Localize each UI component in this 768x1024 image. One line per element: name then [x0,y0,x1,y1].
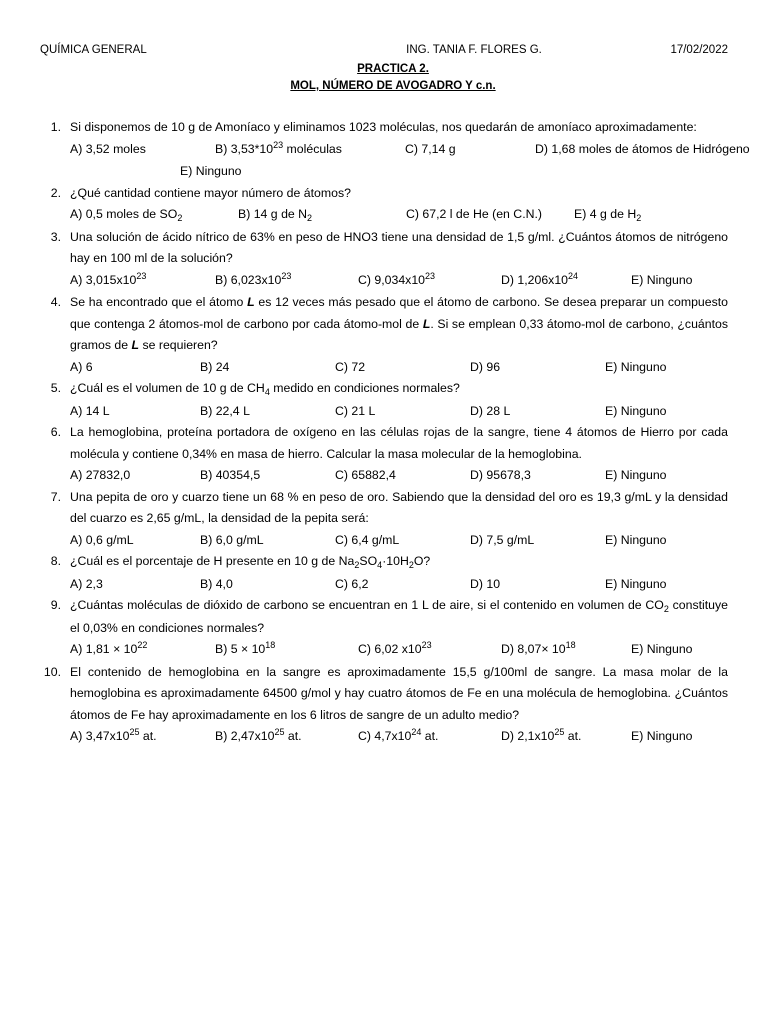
question-text: Una pepita de oro y cuarzo tiene un 68 % en peso de oro. Sabiendo que la densidad del oro es 19,3 g/mL y la densidad del cuarzo es 2,65 g/mL, la densidad de la pepita será: [70,489,728,525]
option-b[interactable]: B) 40354,5 [200,468,261,482]
option-e[interactable]: E) 4 g de $H_2$ [574,207,642,223]
question-options [70,639,728,662]
option-e[interactable]: E) Ninguno [631,729,693,743]
question-number: 8. [50,554,61,568]
option-c[interactable]: C) $4,7x10^{24}$ at. [358,727,439,743]
option-d[interactable]: D) $1,206x10^{24}$ [501,270,579,287]
option-b[interactable]: B) $5 \times 10^{18}$ [215,640,276,656]
question-options [70,574,728,596]
title-line-2: MOL, NÚMERO DE AVOGADRO Y c.n. [290,80,496,92]
option-d[interactable]: D) 95678,3 [470,468,531,482]
question-options [70,726,728,749]
questions-list [40,117,750,749]
question-number: 1. [50,120,61,134]
question-item [40,292,728,378]
document-header [40,44,728,60]
option-c[interactable]: C) 65882,4 [335,468,396,482]
option-a[interactable]: A) $1,81 \times 10^{22}$ [70,640,148,656]
question-options [70,357,728,379]
option-b[interactable]: B) $3,53*10^{23}$ moléculas [215,139,342,156]
option-d[interactable]: D) 96 [470,359,501,374]
question-text: El contenido de hemoglobina en la sangre es aproximadamente 15,5 g/100ml de sangre. La masa molar de la hemoglobina es aproximadamente 64500 g/mol y hay cuatro átomos de Fe en una molécula de hemoglobina. ¿Cuántos átomos de Fe hay aproximadamente en los 6 litros de sangre de un adulto medio? [70,664,728,722]
option-c[interactable]: C) 6,2 [335,576,369,591]
question-options [70,401,728,423]
option-a[interactable]: A) $3,015x10^{23}$ [70,270,147,287]
question-text: ¿Cuál es el volumen de 10 g de $CH_4$ medido en condiciones normales? [70,381,460,397]
option-a[interactable]: A) 3,52 moles [70,141,146,156]
option-d[interactable]: D) 1,68 moles de átomos de Hidrógeno [535,141,750,156]
question-item [40,183,728,227]
option-e[interactable]: E) Ninguno [631,272,693,287]
option-b[interactable]: B) 24 [200,359,230,374]
option-d[interactable]: D) 7,5 g/mL [470,532,535,547]
title-line-1: PRACTICA 2. [357,63,429,75]
question-text: ¿Cuántas moléculas de dióxido de carbono se encuentran en 1 L de aire, si el contenido en volumen de $CO_2$ constituye el 0,03% en condiciones normales? [70,598,728,635]
question-number: 9. [50,598,61,612]
question-text: Se ha encontrado que el átomo L es 12 veces más pesado que el átomo de carbono. Se desea preparar un compuesto que contenga 2 átomos-mol de carbono por cada átomo-mol de L. Si se emplean 0,33 átomo-mol de carbono, ¿cuántos gramos de L se requieren? [70,295,729,352]
option-a[interactable]: A) 2,3 [70,576,103,591]
question-text: ¿Cuál es el porcentaje de H presente en 10 g de $Na_2SO_4\cdot 10H_2O$? [70,554,431,570]
option-c[interactable]: C) 67,2 l de He (en C.N.) [406,207,542,221]
question-text: Si disponemos de 10 g de Amoníaco y eliminamos 1023 moléculas, nos quedarán de amoníaco aproximadamente: [70,120,697,134]
question-number: 5. [50,381,61,395]
question-item [40,551,728,595]
question-number: 3. [50,229,61,244]
option-e[interactable]: E) Ninguno [605,359,667,374]
question-number: 6. [50,425,61,439]
option-a[interactable]: A) 6 [70,359,93,374]
question-item [40,487,728,552]
option-a[interactable]: A) $3,47x10^{25}$ at. [70,727,157,743]
document-title [40,61,728,95]
option-c[interactable]: C) 6,02 $x10^{23}$ [358,640,432,656]
question-text: La hemoglobina, proteína portadora de oxígeno en las células rojas de la sangre, tiene 4 átomos de Hierro por cada molécula y contiene 0,34% en masa de hierro. Calcular la masa molecular de la hemoglobina. [70,425,728,461]
header-instructor: ING. TANIA F. FLORES G. [406,44,542,56]
option-b[interactable]: B) 4,0 [200,576,233,591]
option-a[interactable]: A) 14 L [70,403,110,418]
option-c[interactable]: C) 7,14 g [405,141,456,156]
option-c[interactable]: C) $9,034x10^{23}$ [358,270,436,287]
question-item [40,422,728,487]
option-a[interactable]: A) 27832,0 [70,468,131,482]
option-b[interactable]: B) 14 g de $N_2$ [238,207,313,223]
option-e[interactable]: E) Ninguno [180,164,242,178]
option-b[interactable]: B) 6,0 g/mL [200,532,264,547]
option-e[interactable]: E) Ninguno [605,468,667,482]
option-d-cont [70,161,180,183]
question-item [40,227,728,293]
question-options [70,465,728,487]
question-item [40,595,728,662]
header-date: 17/02/2022 [670,44,728,56]
option-c[interactable]: C) 6,4 g/mL [335,532,400,547]
option-a[interactable]: A) 0,6 g/mL [70,532,134,547]
option-c[interactable]: C) 72 [335,359,366,374]
option-e[interactable]: E) Ninguno [631,642,693,656]
option-b[interactable]: B) 22,4 L [200,403,250,418]
question-number: 2. [50,185,61,200]
option-c[interactable]: C) 21 L [335,403,376,418]
option-a[interactable]: A) 0,5 moles de $SO_2$ [70,207,183,223]
option-d[interactable]: D) 10 [470,576,501,591]
question-text: ¿Qué cantidad contiene mayor número de átomos? [70,185,351,200]
question-options [70,270,728,293]
option-d[interactable]: D) 28 L [470,403,511,418]
question-number: 7. [50,489,61,504]
question-item [40,117,750,183]
question-options [70,139,750,162]
question-text: Una solución de ácido nítrico de 63% en peso de HNO3 tiene una densidad de 1,5 g/ml. ¿Cuántos átomos de nitrógeno hay en 100 ml de la solución? [70,229,728,265]
option-e[interactable]: E) Ninguno [605,576,667,591]
option-b[interactable]: B) $2,47x10^{25}$ at. [215,727,302,743]
question-item [40,378,728,422]
option-d[interactable]: D) $8,07\times 10^{18}$ [501,640,576,656]
option-e[interactable]: E) Ninguno [605,403,667,418]
question-options [70,530,728,552]
question-options-cont [70,161,750,183]
question-item [40,662,728,749]
option-b[interactable]: B) $6,023x10^{23}$ [215,270,292,287]
question-number: 10. [43,664,61,679]
question-options [70,204,728,227]
option-d[interactable]: D) $2,1x10^{25}$ at. [501,727,582,743]
option-e[interactable]: E) Ninguno [605,532,667,547]
header-course: QUÍMICA GENERAL [40,44,147,56]
question-number: 4. [50,295,61,309]
